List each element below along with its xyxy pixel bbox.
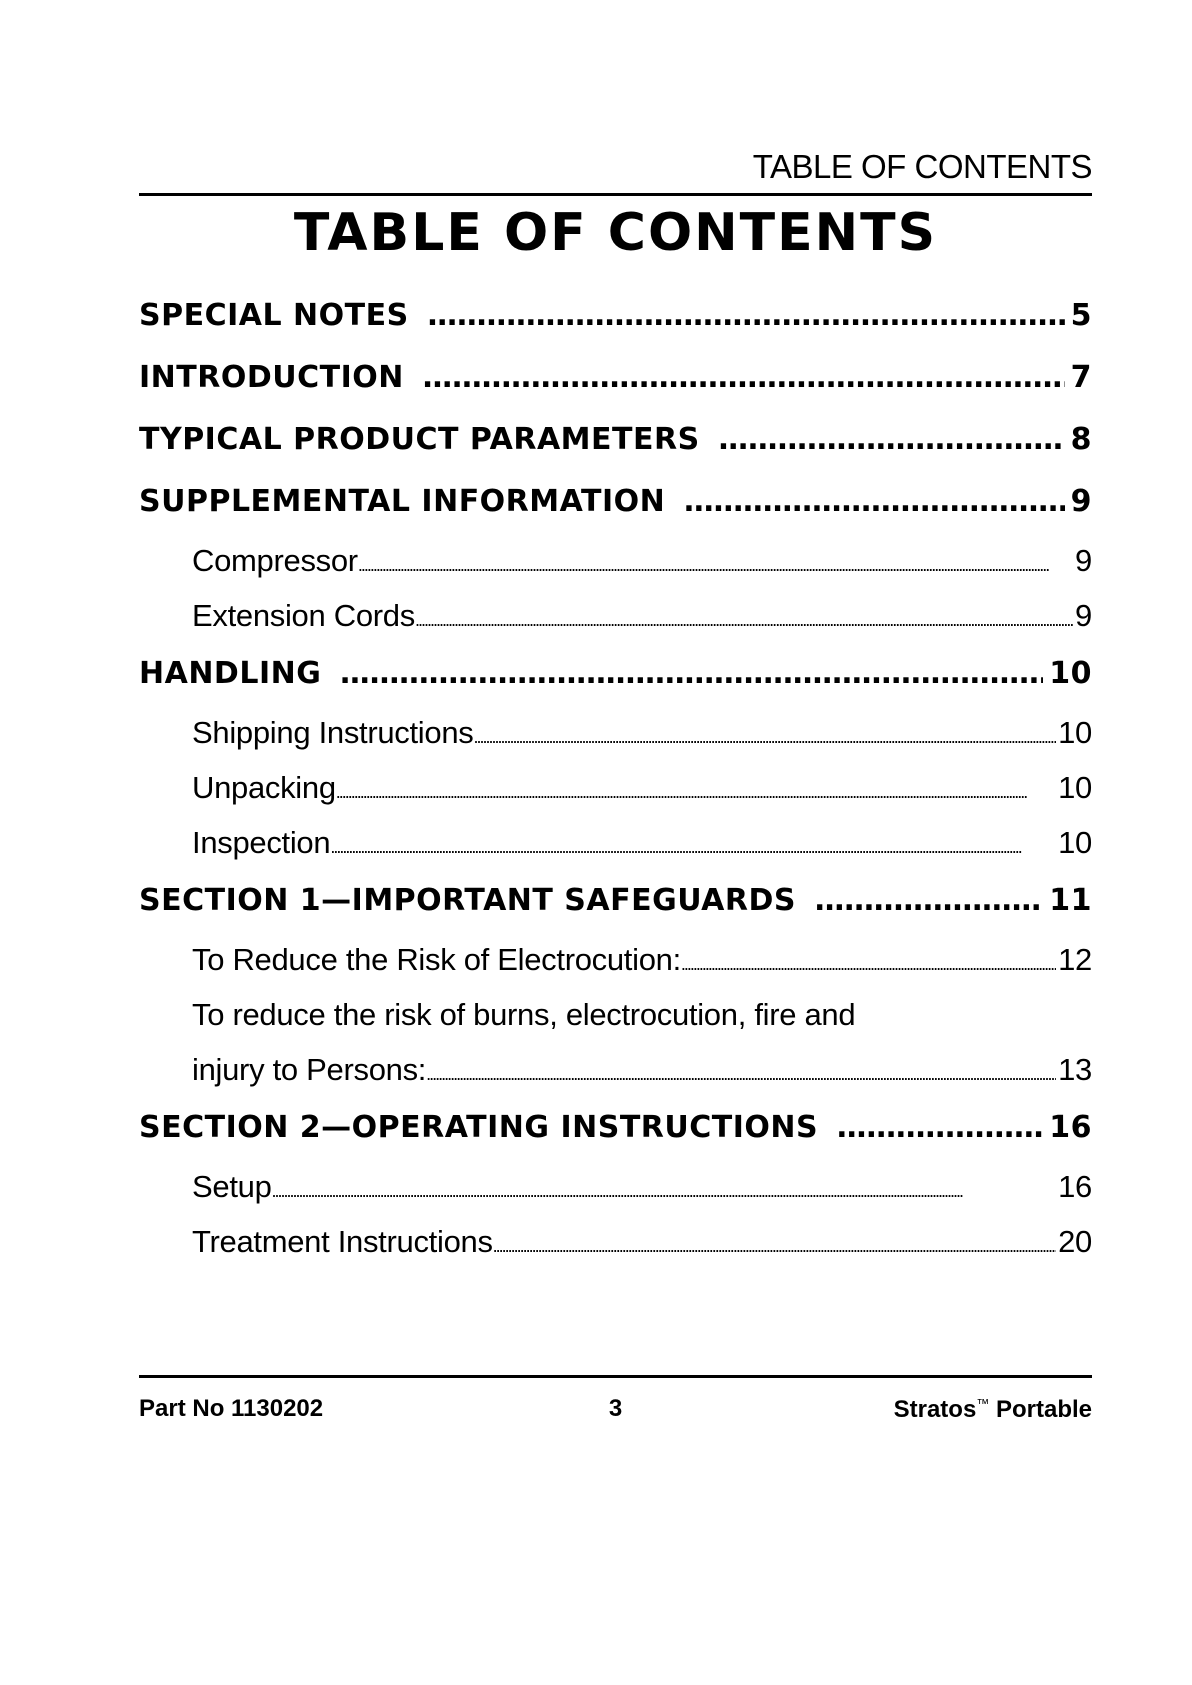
toc-page-number: 12 <box>1058 942 1092 977</box>
leader-dots <box>836 1097 1043 1159</box>
toc-page-number: 9 <box>1075 598 1092 633</box>
toc-entry-label: Compressor <box>192 543 358 578</box>
toc-entry-label: Unpacking <box>192 770 336 805</box>
toc-page-number: 9 <box>1070 484 1092 519</box>
leader-dots <box>339 643 1043 705</box>
leader-dots <box>415 593 1073 643</box>
toc-entry-special-notes[interactable] <box>139 285 1092 347</box>
toc-entry-label: TYPICAL PRODUCT PARAMETERS <box>139 422 700 457</box>
toc-entry-section-1[interactable] <box>139 870 1092 932</box>
toc-entry-label: Treatment Instructions <box>192 1224 493 1259</box>
page-number: 3 <box>608 1395 623 1422</box>
header-rule <box>139 193 1092 196</box>
toc-entry-label: injury to Persons: <box>192 1052 427 1087</box>
leader-dots <box>330 820 1056 870</box>
toc-entry-extension-cords[interactable] <box>139 588 1092 643</box>
leader-dots <box>426 1047 1056 1097</box>
trademark-symbol: ™ <box>976 1396 990 1411</box>
toc-entry-introduction[interactable] <box>139 347 1092 409</box>
product-name-main: Stratos <box>893 1396 977 1423</box>
leader-dots <box>473 710 1056 760</box>
toc-page-number: 8 <box>1070 422 1092 457</box>
toc-entry-handling[interactable] <box>139 643 1092 705</box>
toc-entry-label: Inspection <box>192 825 331 860</box>
toc-entry-label: SECTION 1—IMPORTANT SAFEGUARDS <box>139 883 796 918</box>
toc-entry-shipping[interactable] <box>139 705 1092 760</box>
leader-dots <box>427 285 1065 347</box>
toc-entry-burns[interactable] <box>139 1042 1092 1097</box>
leader-dots <box>272 1164 1057 1214</box>
product-name <box>894 1397 1092 1422</box>
leader-dots <box>336 765 1056 815</box>
toc-entry-burns-first-line[interactable]: To reduce the risk of burns, electrocution, fire and <box>192 997 856 1032</box>
leader-dots <box>493 1219 1056 1269</box>
toc-entry-label: INTRODUCTION <box>139 360 404 395</box>
toc-page-number: 10 <box>1058 715 1092 750</box>
toc-entry-label: Extension Cords <box>192 598 415 633</box>
toc-page-number: 10 <box>1058 770 1092 805</box>
page-title: TABLE OF CONTENTS <box>293 203 938 263</box>
toc-page-number: 13 <box>1058 1052 1092 1087</box>
toc-entry-label: Shipping Instructions <box>192 715 474 750</box>
toc-entry-section-2[interactable] <box>139 1097 1092 1159</box>
toc-entry-unpacking[interactable] <box>139 760 1092 815</box>
toc-entry-treatment[interactable] <box>139 1214 1092 1269</box>
toc-entry-supplemental[interactable] <box>139 471 1092 533</box>
toc-entry-label: SUPPLEMENTAL INFORMATION <box>139 484 666 519</box>
running-header: TABLE OF CONTENTS <box>752 148 1092 185</box>
toc-page-number: 10 <box>1049 656 1092 691</box>
toc-entry-typical-parameters[interactable] <box>139 409 1092 471</box>
toc-entry-compressor[interactable] <box>139 533 1092 588</box>
toc-entry-electrocution[interactable] <box>139 932 1092 987</box>
document-page <box>139 0 1092 1685</box>
leader-dots <box>681 937 1056 987</box>
toc-entry-inspection[interactable] <box>139 815 1092 870</box>
toc-page-number: 7 <box>1070 360 1092 395</box>
leader-dots <box>358 538 1073 588</box>
leader-dots <box>814 870 1043 932</box>
toc-page-number: 9 <box>1075 543 1092 578</box>
toc-page-number: 10 <box>1058 825 1092 860</box>
toc-entry-setup[interactable] <box>139 1159 1092 1214</box>
toc-entry-label: HANDLING <box>139 656 322 691</box>
toc-entry-label: Setup <box>192 1169 272 1204</box>
toc-page-number: 5 <box>1070 298 1092 333</box>
toc-page-number: 16 <box>1058 1169 1092 1204</box>
part-number: Part No 1130202 <box>139 1395 324 1422</box>
footer-rule <box>139 1375 1092 1378</box>
toc-page-number: 20 <box>1058 1224 1092 1259</box>
toc-entry-label: To Reduce the Risk of Electrocution: <box>192 942 681 977</box>
toc-entry-label: SPECIAL NOTES <box>139 298 409 333</box>
toc-page-number: 16 <box>1049 1110 1092 1145</box>
leader-dots <box>683 471 1064 533</box>
leader-dots <box>422 347 1065 409</box>
toc-page-number: 11 <box>1049 883 1092 918</box>
leader-dots <box>718 409 1065 471</box>
table-of-contents <box>139 285 1092 1269</box>
product-name-suffix: Portable <box>995 1396 1092 1423</box>
toc-entry-label: SECTION 2—OPERATING INSTRUCTIONS <box>139 1110 819 1145</box>
